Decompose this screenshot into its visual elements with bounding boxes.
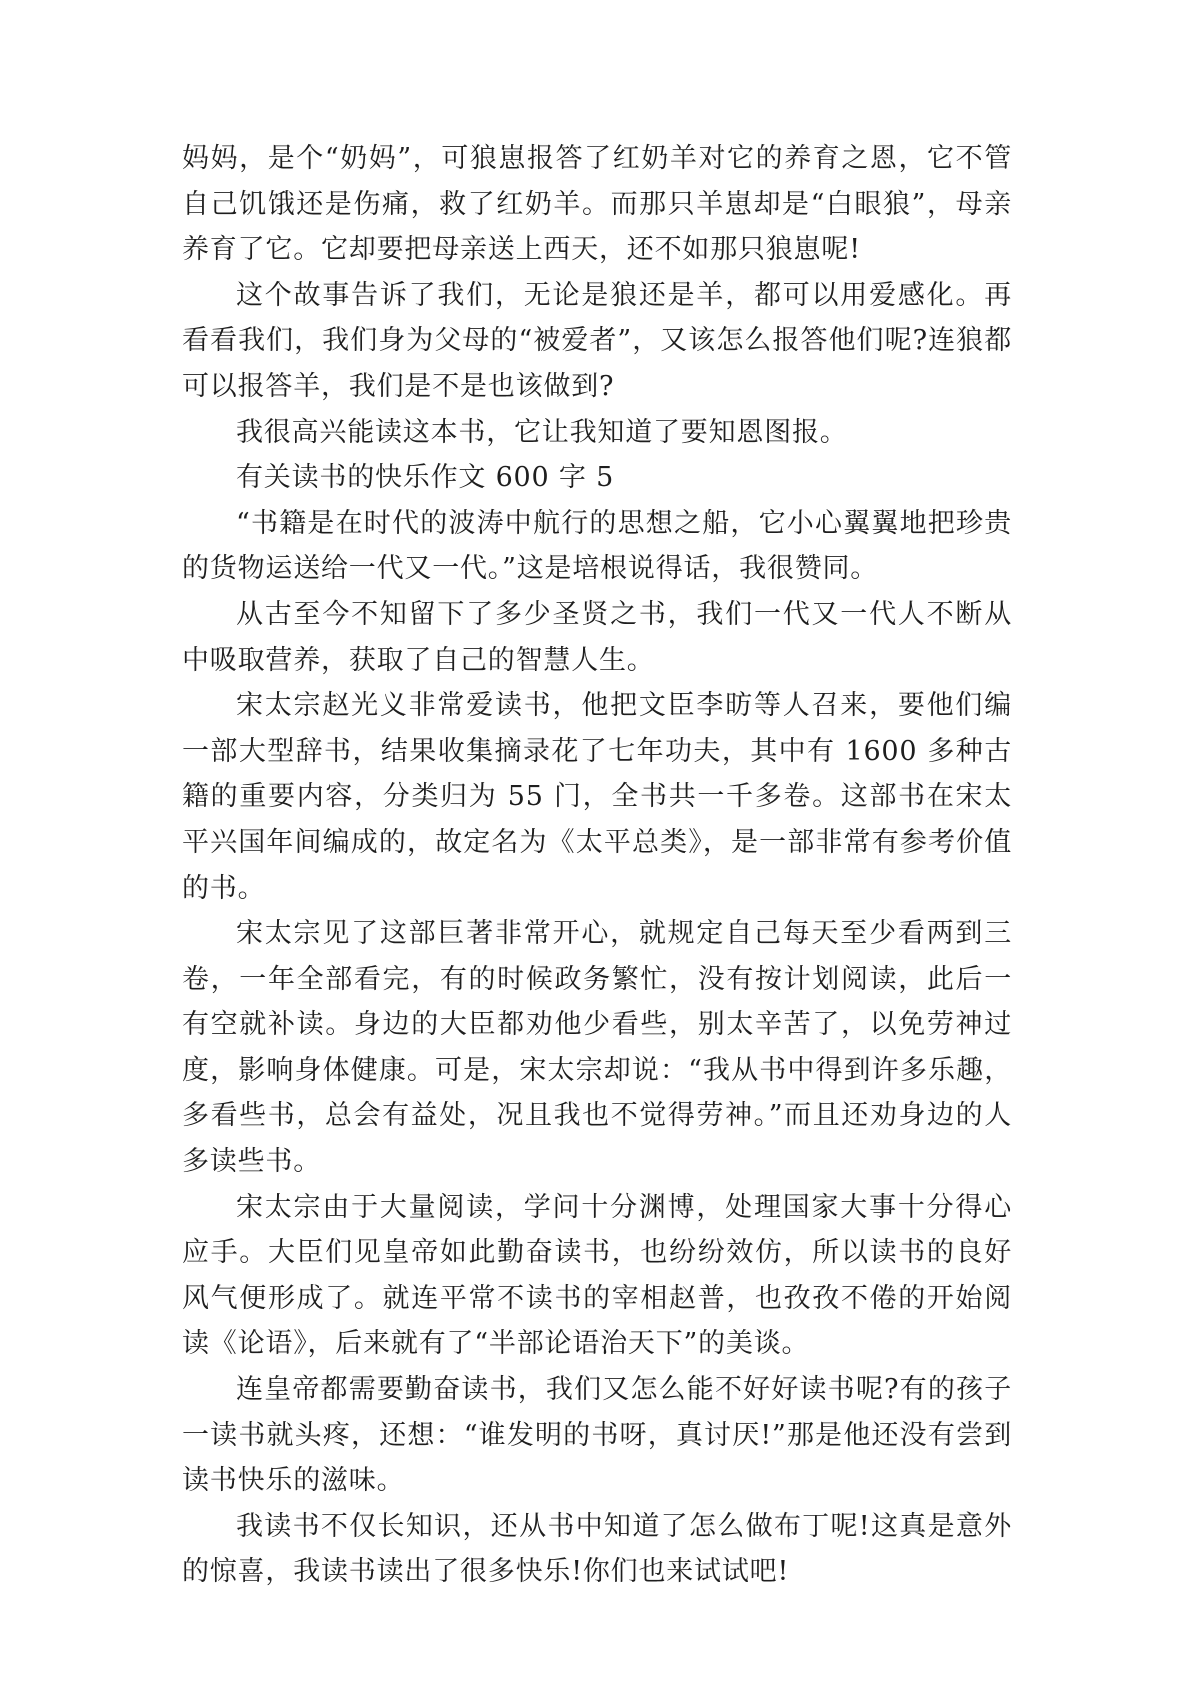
paragraph-continuation: 妈妈，是个“奶妈”，可狼崽报答了红奶羊对它的养育之恩，它不管自己饥饿还是伤痛，救了红奶羊。而那只羊崽却是“白眼狼”，母亲养育了它。它却要把母亲送上西天，还不如那只狼崽呢! bbox=[182, 143, 1012, 266]
paragraph: 宋太宗由于大量阅读，学问十分渊博，处理国家大事十分得心应手。大臣们见皇帝如此勤奋读书，也纷纷效仿，所以读书的良好风气便形成了。就连平常不读书的宰相赵普，也孜孜不倦的开始阅读《论语》，后来就有了“半部论语治天下”的美谈。 bbox=[182, 1191, 1012, 1360]
document-page bbox=[182, 136, 1012, 1595]
paragraph: 我读书不仅长知识，还从书中知道了怎么做布丁呢!这真是意外的惊喜，我读书读出了很多快乐!你们也来试试吧! bbox=[182, 1510, 1012, 1588]
paragraph: 宋太宗见了这部巨著非常开心，就规定自己每天至少看两到三卷，一年全部看完，有的时候政务繁忙，没有按计划阅读，此后一有空就补读。身边的大臣都劝他少看些，别太辛苦了，以免劳神过度，影响身体健康。可是，宋太宗却说：“我从书中得到许多乐趣，多看些书，总会有益处，况且我也不觉得劳神。”而且还劝身边的人多读些书。 bbox=[182, 918, 1012, 1178]
paragraph: 我很高兴能读这本书，它让我知道了要知恩图报。 bbox=[236, 416, 848, 448]
section-heading: 有关读书的快乐作文 600 字 5 bbox=[236, 462, 615, 494]
paragraph: 连皇帝都需要勤奋读书，我们又怎么能不好好读书呢?有的孩子一读书就头疼，还想：“谁发明的书呀，真讨厌!”那是他还没有尝到读书快乐的滋味。 bbox=[182, 1374, 1012, 1497]
paragraph: 这个故事告诉了我们，无论是狼还是羊，都可以用爱感化。再看看我们，我们身为父母的“被爱者”，又该怎么报答他们呢?连狼都可以报答羊，我们是不是也该做到? bbox=[182, 279, 1012, 402]
paragraph: “书籍是在时代的波涛中航行的思想之船，它小心翼翼地把珍贵的货物运送给一代又一代。”这是培根说得话，我很赞同。 bbox=[182, 507, 1012, 585]
paragraph: 宋太宗赵光义非常爱读书，他把文臣李昉等人召来，要他们编一部大型辞书，结果收集摘录花了七年功夫，其中有 1600 多种古籍的重要内容，分类归为 55 门，全书共一千多卷。这部书在宋太平兴国年间编成的，故定名为《太平总类》，是一部非常有参考价值的书。 bbox=[182, 690, 1012, 904]
paragraph: 从古至今不知留下了多少圣贤之书，我们一代又一代人不断从中吸取营养，获取了自己的智慧人生。 bbox=[182, 598, 1012, 676]
